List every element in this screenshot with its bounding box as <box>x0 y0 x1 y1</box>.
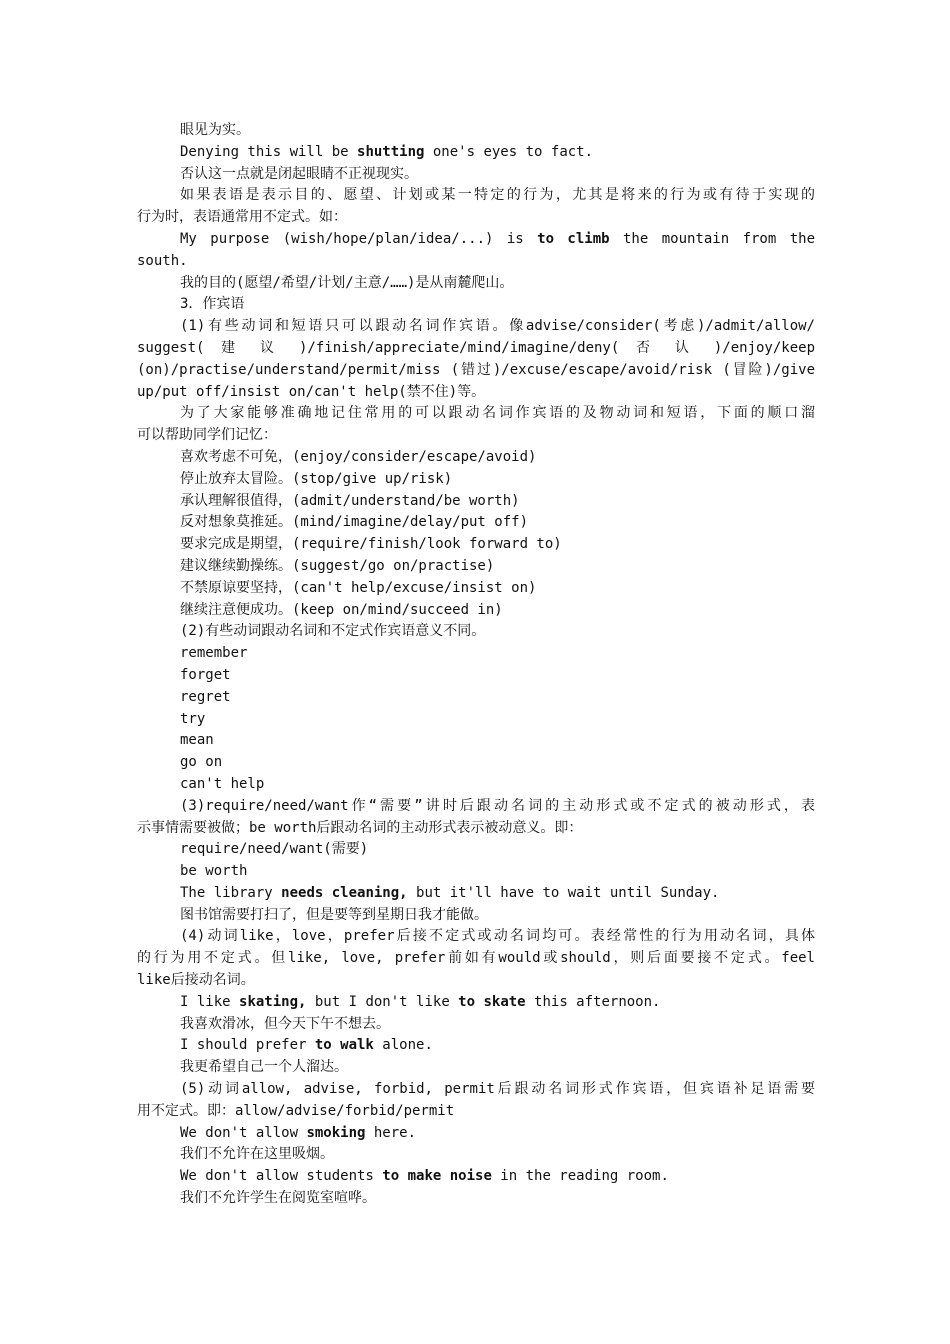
text-line: Denying this will be shutting one's eyes to fact. <box>180 143 594 160</box>
text-line: (1)有些动词和短语只可以跟动名词作宾语。像advise/consider(考虑)/admit/allow/ <box>180 318 815 335</box>
example-sentence: I like skating, but I don't like to skate this afternoon. <box>180 993 661 1010</box>
text-line: (on)/practise/understand/permit/miss (错过)/excuse/escape/avoid/risk (冒险)/give <box>137 361 815 378</box>
example-translation: 我们不允许学生在阅览室喧哗。 <box>180 1190 376 1207</box>
word-list-item: forget <box>180 666 231 683</box>
text-line: 3．作宾语 <box>180 296 245 313</box>
text-line: 示事情需要被做；be worth后跟动名词的主动形式表示被动意义。即： <box>137 819 583 836</box>
example-sentence: We don't allow students to make noise in the reading room. <box>180 1168 669 1185</box>
example-translation: 我更希望自己一个人溜达。 <box>180 1059 348 1076</box>
word-list-item: mean <box>180 732 214 749</box>
text-line: 为了大家能够准确地记住常用的可以跟动名词作宾语的及物动词和短语，下面的顺口溜 <box>180 405 815 422</box>
word-list-item: try <box>180 710 206 727</box>
text-line: like后接动名词。 <box>137 972 255 989</box>
text-line: up/put off/insist on/can't help(禁不住)等。 <box>137 383 486 400</box>
text-line: My purpose (wish/hope/plan/idea/...) is to climb the mountain from the <box>180 230 815 247</box>
word-list-item: go on <box>180 754 223 771</box>
text-line: suggest( 建 议 )/finish/appreciate/mind/imagine/deny( 否 认 )/enjoy/keep <box>137 339 815 356</box>
rhyme-line: 停止放弃太冒险。(stop/give up/risk) <box>180 470 453 487</box>
text-line: (3)require/need/want作“需要”讲时后跟动名词的主动形式或不定式的被动形式，表 <box>180 797 815 814</box>
example-translation: 图书馆需要打扫了，但是要等到星期日我才能做。 <box>180 906 488 923</box>
word-list-item: remember <box>180 645 248 662</box>
example-sentence: I should prefer to walk alone. <box>180 1037 433 1054</box>
example-translation: 我喜欢滑冰，但今天下午不想去。 <box>180 1015 390 1032</box>
text-line: 如果表语是表示目的、愿望、计划或某一特定的行为，尤其是将来的行为或有待于实现的 <box>180 187 815 204</box>
rhyme-line: 不禁原谅要坚持，(can't help/excuse/insist on) <box>180 579 537 596</box>
word-list-item: require/need/want(需要) <box>180 841 369 858</box>
text-line: 行为时，表语通常用不定式。如： <box>137 209 347 226</box>
word-list-item: can't help <box>180 775 265 792</box>
text-line: 可以帮助同学们记忆： <box>137 427 277 444</box>
rhyme-line: 承认理解很值得，(admit/understand/be worth) <box>180 492 520 509</box>
text-line: (5)动词allow, advise, forbid, permit后跟动名词形式作宾语，但宾语补足语需要 <box>180 1081 815 1098</box>
rhyme-line: 继续注意便成功。(keep on/mind/succeed in) <box>180 601 503 618</box>
example-translation: 我们不允许在这里吸烟。 <box>180 1146 334 1163</box>
rhyme-line: 要求完成是期望，(require/finish/look forward to) <box>180 536 562 553</box>
text-line: (4)动词like，love，prefer后接不定式或动名词均可。表经常性的行为用动名词，具体 <box>180 928 815 945</box>
rhyme-line: 反对想象莫推延。(mind/imagine/delay/put off) <box>180 514 529 531</box>
text-line: 用不定式。即：allow/advise/forbid/permit <box>137 1102 455 1119</box>
document-page <box>137 120 815 1210</box>
text-line: south. <box>137 252 188 269</box>
text-line: 否认这一点就是闭起眼睛不正视现实。 <box>180 165 418 182</box>
text-line: 我的目的(愿望/希望/计划/主意/……)是从南麓爬山。 <box>180 274 514 291</box>
example-sentence: The library needs cleaning, but it'll have to wait until Sunday. <box>180 884 720 901</box>
rhyme-line: 建议继续勤操练。(suggest/go on/practise) <box>180 557 495 574</box>
word-list-item: regret <box>180 688 231 705</box>
text-line: 的行为用不定式。但like, love, prefer前如有would或should，则后面要接不定式。feel <box>137 950 815 967</box>
text-line: 眼见为实。 <box>180 122 250 138</box>
word-list-item: be worth <box>180 863 248 880</box>
example-sentence: We don't allow smoking here. <box>180 1124 417 1141</box>
text-line: (2)有些动词跟动名词和不定式作宾语意义不同。 <box>180 623 486 640</box>
rhyme-line: 喜欢考虑不可免，(enjoy/consider/escape/avoid) <box>180 448 537 465</box>
